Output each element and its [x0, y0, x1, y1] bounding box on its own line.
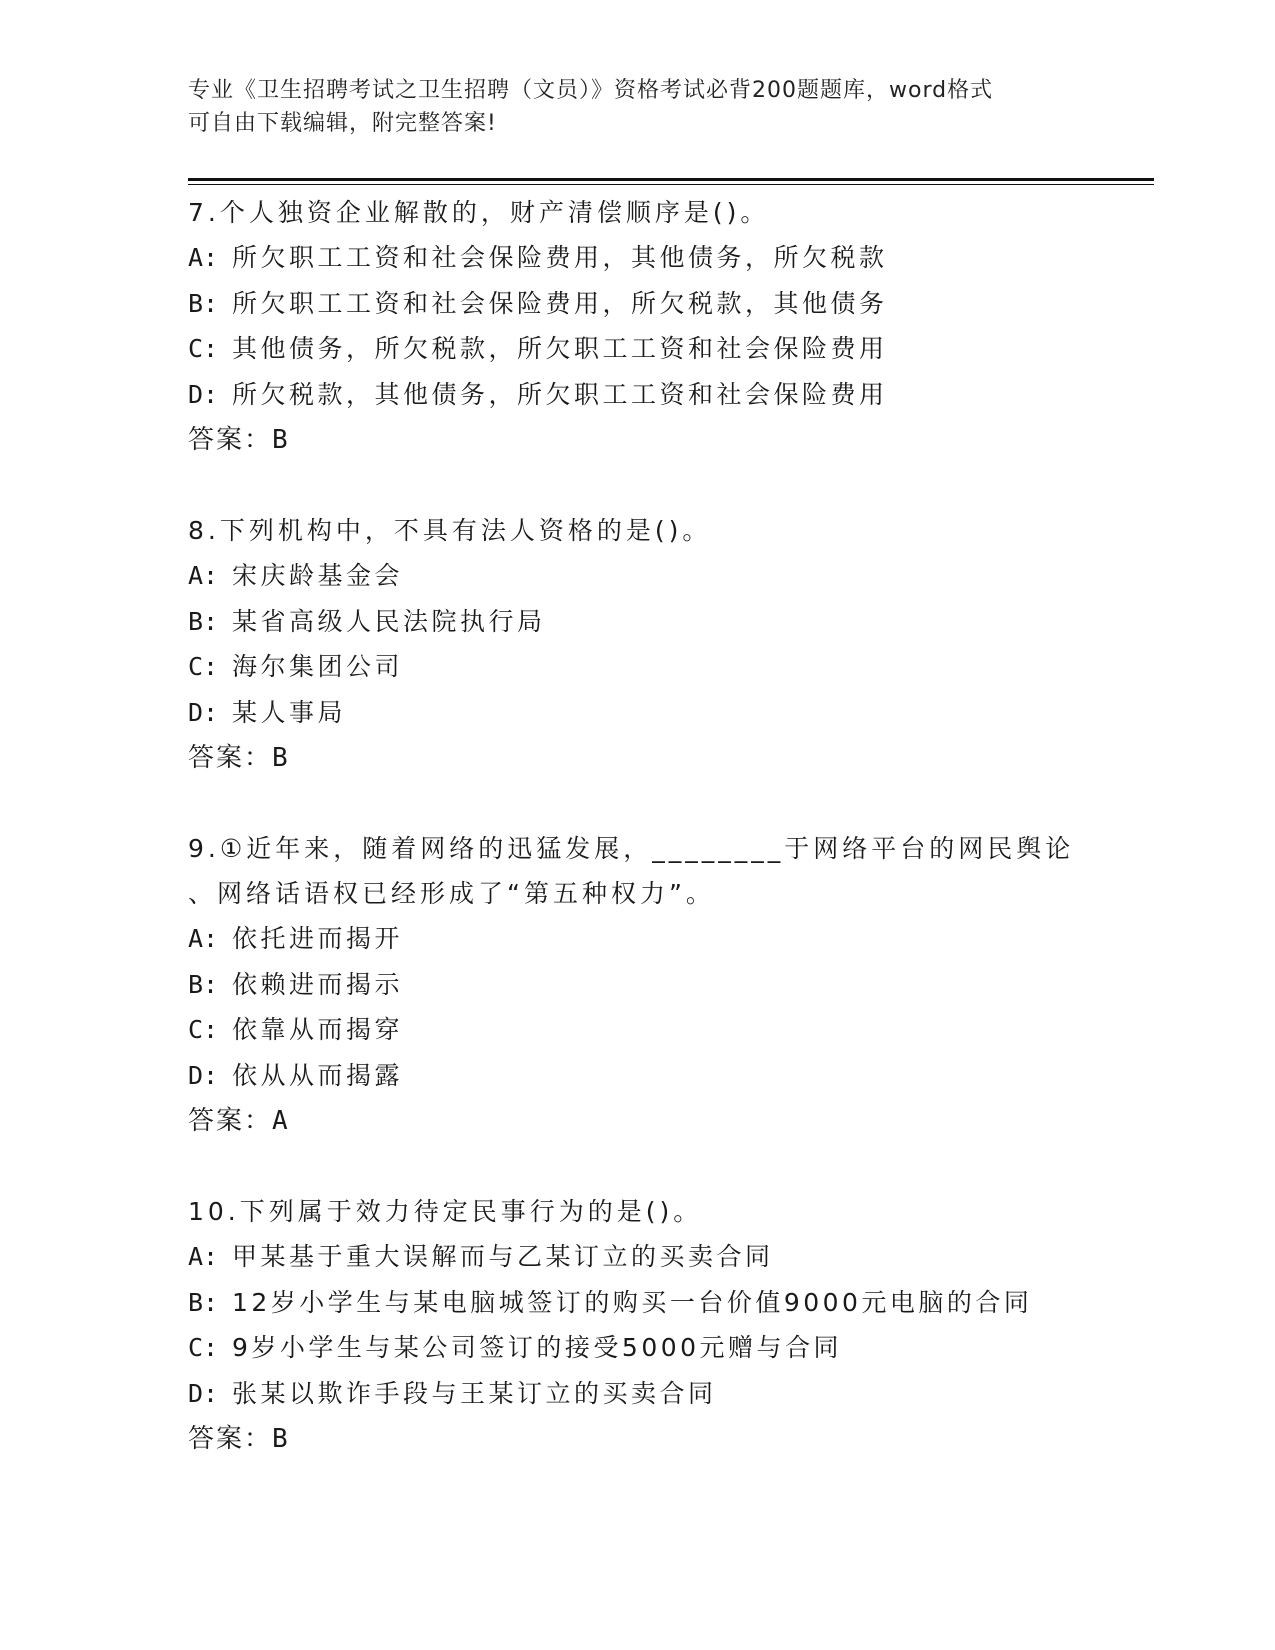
option-a	[188, 553, 1148, 599]
option-text: 依靠从而揭穿	[232, 1015, 404, 1044]
answer-label: 答案：	[188, 743, 273, 773]
option-key: B:	[188, 606, 219, 636]
option-key: D:	[188, 697, 219, 727]
option-text: 某省高级人民法院执行局	[232, 606, 546, 636]
document-header	[188, 74, 1088, 140]
option-key: C:	[188, 1015, 219, 1044]
question-item	[188, 190, 1148, 463]
option-b	[188, 962, 1148, 1008]
answer-value: B	[272, 743, 290, 773]
question-stem: 8.下列机构中，不具有法人资格的是()。	[188, 516, 712, 545]
option-text: 12岁小学生与某电脑城签订的购买一台价值9000元电脑的合同	[232, 1287, 1033, 1317]
option-d	[188, 372, 1148, 418]
option-c	[188, 644, 1148, 690]
option-key: A:	[188, 561, 219, 590]
option-a	[188, 916, 1148, 962]
option-c	[188, 1325, 1148, 1371]
option-key: B:	[188, 1287, 219, 1317]
option-b	[188, 281, 1148, 327]
answer-value: B	[272, 1424, 290, 1454]
question-stem-continued: 、网络话语权已经形成了“第五种权力”。	[188, 879, 715, 908]
option-key: D:	[188, 1060, 219, 1090]
answer-label: 答案：	[188, 425, 273, 455]
option-key: C:	[188, 1333, 219, 1362]
option-key: B:	[188, 969, 219, 999]
option-key: A:	[188, 243, 219, 272]
option-text: 所欠职工工资和社会保险费用，所欠税款，其他债务	[232, 288, 888, 318]
header-title-line-2: 可自由下载编辑，附完整答案!	[188, 111, 497, 136]
answer-line	[188, 417, 1148, 463]
option-d	[188, 690, 1148, 736]
option-d	[188, 1371, 1148, 1417]
option-c	[188, 1007, 1148, 1053]
answer-value: A	[272, 1106, 290, 1136]
option-d	[188, 1053, 1148, 1099]
option-text: 甲某基于重大误解而与乙某订立的买卖合同	[232, 1242, 774, 1271]
option-key: A:	[188, 1242, 219, 1271]
answer-label: 答案：	[188, 1106, 273, 1136]
option-key: D:	[188, 1378, 219, 1408]
option-key: B:	[188, 288, 219, 318]
answer-line	[188, 1416, 1148, 1462]
option-a	[188, 235, 1148, 281]
question-item	[188, 826, 1148, 1144]
option-key: C:	[188, 652, 219, 681]
answer-line	[188, 1098, 1148, 1144]
option-text: 依托进而揭开	[232, 924, 404, 953]
option-text: 9岁小学生与某公司签订的接受5000元赠与合同	[232, 1333, 843, 1362]
option-key: C:	[188, 334, 219, 363]
option-text: 所欠税款，其他债务，所欠职工工资和社会保险费用	[232, 379, 888, 409]
question-item	[188, 1189, 1148, 1462]
answer-label: 答案：	[188, 1424, 273, 1454]
option-text: 某人事局	[232, 697, 347, 727]
question-stem: 9.①近年来，随着网络的迅猛发展，________于网络平台的网民舆论	[188, 834, 1075, 863]
option-text: 依从从而揭露	[232, 1060, 404, 1090]
option-text: 海尔集团公司	[232, 652, 404, 681]
option-text: 宋庆龄基金会	[232, 561, 404, 590]
option-key: A:	[188, 924, 219, 953]
answer-value: B	[272, 425, 290, 455]
answer-line	[188, 735, 1148, 781]
header-title-line-1: 专业《卫生招聘考试之卫生招聘（文员）》资格考试必背200题题库，word格式	[188, 78, 994, 103]
option-b	[188, 1280, 1148, 1326]
option-text: 依赖进而揭示	[232, 969, 404, 999]
question-stem: 7.个人独资企业解散的，财产清偿顺序是()。	[188, 198, 770, 227]
option-b	[188, 599, 1148, 645]
option-text: 张某以欺诈手段与王某订立的买卖合同	[232, 1378, 717, 1408]
option-a	[188, 1234, 1148, 1280]
header-divider-thin	[188, 184, 1154, 185]
option-c	[188, 326, 1148, 372]
option-text: 其他债务，所欠税款，所欠职工工资和社会保险费用	[232, 334, 888, 363]
question-stem: 10.下列属于效力待定民事行为的是()。	[188, 1197, 703, 1226]
question-list	[188, 190, 1148, 1507]
option-key: D:	[188, 379, 219, 409]
header-divider-thick	[188, 178, 1154, 181]
option-text: 所欠职工工资和社会保险费用，其他债务，所欠税款	[232, 243, 888, 272]
question-item	[188, 508, 1148, 781]
